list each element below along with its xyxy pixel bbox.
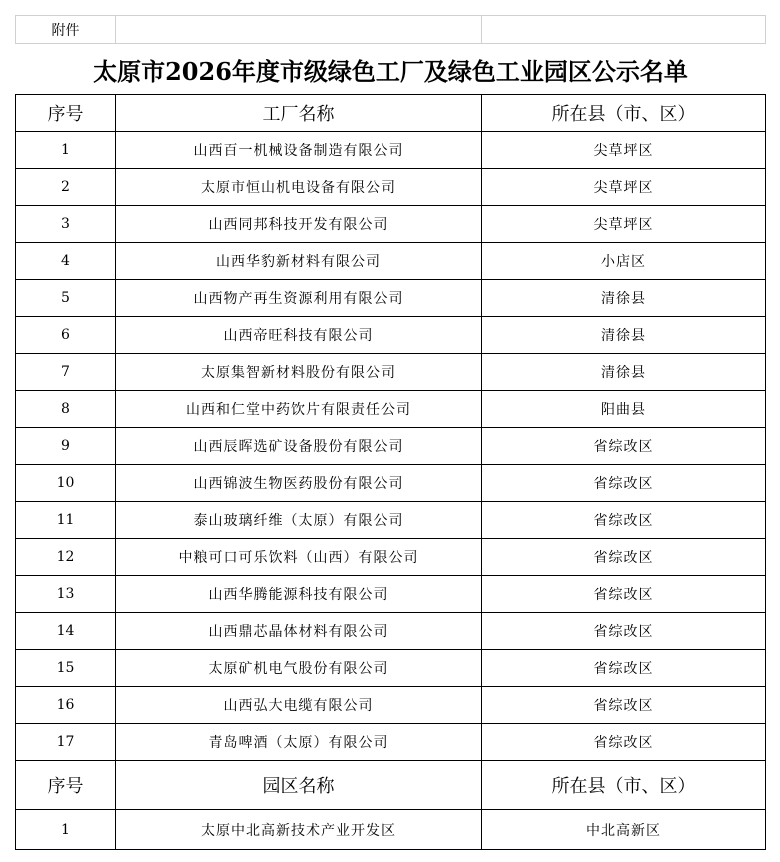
cell-county: 省综改区 — [482, 576, 766, 613]
cell-county: 中北高新区 — [482, 810, 766, 850]
list-table — [15, 15, 766, 850]
cell-no: 7 — [16, 354, 116, 391]
cell-name: 山西华腾能源科技有限公司 — [116, 576, 482, 613]
cell-no: 2 — [16, 169, 116, 206]
table-row — [16, 576, 766, 613]
table-row — [16, 391, 766, 428]
table-row — [16, 650, 766, 687]
cell-no: 9 — [16, 428, 116, 465]
cell-no: 12 — [16, 539, 116, 576]
cell-no: 5 — [16, 280, 116, 317]
page-title: 太原市2026年度市级绿色工厂及绿色工业园区公示名单 — [16, 44, 766, 95]
cell-name: 泰山玻璃纤维（太原）有限公司 — [116, 502, 482, 539]
cell-name: 山西和仁堂中药饮片有限责任公司 — [116, 391, 482, 428]
header-no: 序号 — [16, 761, 116, 810]
cell-county: 尖草坪区 — [482, 206, 766, 243]
cell-no: 4 — [16, 243, 116, 280]
table-row — [16, 428, 766, 465]
cell-no: 16 — [16, 687, 116, 724]
table-row — [16, 687, 766, 724]
park-header-row — [16, 761, 766, 810]
cell-no: 8 — [16, 391, 116, 428]
cell-no: 13 — [16, 576, 116, 613]
table-row — [16, 724, 766, 761]
cell-name: 山西弘大电缆有限公司 — [116, 687, 482, 724]
table-row — [16, 169, 766, 206]
table-row — [16, 206, 766, 243]
header-no: 序号 — [16, 95, 116, 132]
cell-county: 省综改区 — [482, 650, 766, 687]
spreadsheet — [15, 15, 765, 850]
table-row — [16, 502, 766, 539]
cell-county: 省综改区 — [482, 724, 766, 761]
cell-name: 山西锦波生物医药股份有限公司 — [116, 465, 482, 502]
table-row — [16, 354, 766, 391]
cell-no: 6 — [16, 317, 116, 354]
cell-no: 1 — [16, 132, 116, 169]
table-row — [16, 317, 766, 354]
annex-row — [16, 16, 766, 44]
cell-no: 17 — [16, 724, 116, 761]
cell-name: 山西华豹新材料有限公司 — [116, 243, 482, 280]
header-park-name: 园区名称 — [116, 761, 482, 810]
title-row — [16, 44, 766, 95]
cell-name: 山西百一机械设备制造有限公司 — [116, 132, 482, 169]
empty-cell — [482, 16, 766, 44]
cell-name: 青岛啤酒（太原）有限公司 — [116, 724, 482, 761]
cell-county: 小店区 — [482, 243, 766, 280]
cell-no: 11 — [16, 502, 116, 539]
cell-name: 山西物产再生资源利用有限公司 — [116, 280, 482, 317]
header-factory-name: 工厂名称 — [116, 95, 482, 132]
cell-name: 中粮可口可乐饮料（山西）有限公司 — [116, 539, 482, 576]
empty-cell — [116, 16, 482, 44]
table-row — [16, 465, 766, 502]
table-row — [16, 613, 766, 650]
cell-name: 山西鼎芯晶体材料有限公司 — [116, 613, 482, 650]
cell-name: 山西同邦科技开发有限公司 — [116, 206, 482, 243]
table-row — [16, 280, 766, 317]
cell-no: 3 — [16, 206, 116, 243]
factory-header-row — [16, 95, 766, 132]
cell-name: 太原中北高新技术产业开发区 — [116, 810, 482, 850]
cell-name: 太原集智新材料股份有限公司 — [116, 354, 482, 391]
cell-county: 清徐县 — [482, 280, 766, 317]
cell-county: 省综改区 — [482, 539, 766, 576]
cell-county: 清徐县 — [482, 354, 766, 391]
cell-county: 省综改区 — [482, 502, 766, 539]
cell-county: 省综改区 — [482, 687, 766, 724]
table-row — [16, 810, 766, 850]
cell-name: 太原市恒山机电设备有限公司 — [116, 169, 482, 206]
cell-no: 14 — [16, 613, 116, 650]
cell-county: 阳曲县 — [482, 391, 766, 428]
cell-name: 山西帝旺科技有限公司 — [116, 317, 482, 354]
table-row — [16, 132, 766, 169]
header-county: 所在县（市、区） — [482, 761, 766, 810]
cell-county: 省综改区 — [482, 465, 766, 502]
table-row — [16, 539, 766, 576]
cell-county: 省综改区 — [482, 428, 766, 465]
table-row — [16, 243, 766, 280]
annex-label: 附件 — [16, 16, 116, 44]
cell-no: 15 — [16, 650, 116, 687]
cell-county: 尖草坪区 — [482, 132, 766, 169]
cell-county: 清徐县 — [482, 317, 766, 354]
cell-county: 省综改区 — [482, 613, 766, 650]
header-county: 所在县（市、区） — [482, 95, 766, 132]
cell-name: 太原矿机电气股份有限公司 — [116, 650, 482, 687]
cell-no: 10 — [16, 465, 116, 502]
cell-county: 尖草坪区 — [482, 169, 766, 206]
cell-name: 山西辰晖选矿设备股份有限公司 — [116, 428, 482, 465]
cell-no: 1 — [16, 810, 116, 850]
